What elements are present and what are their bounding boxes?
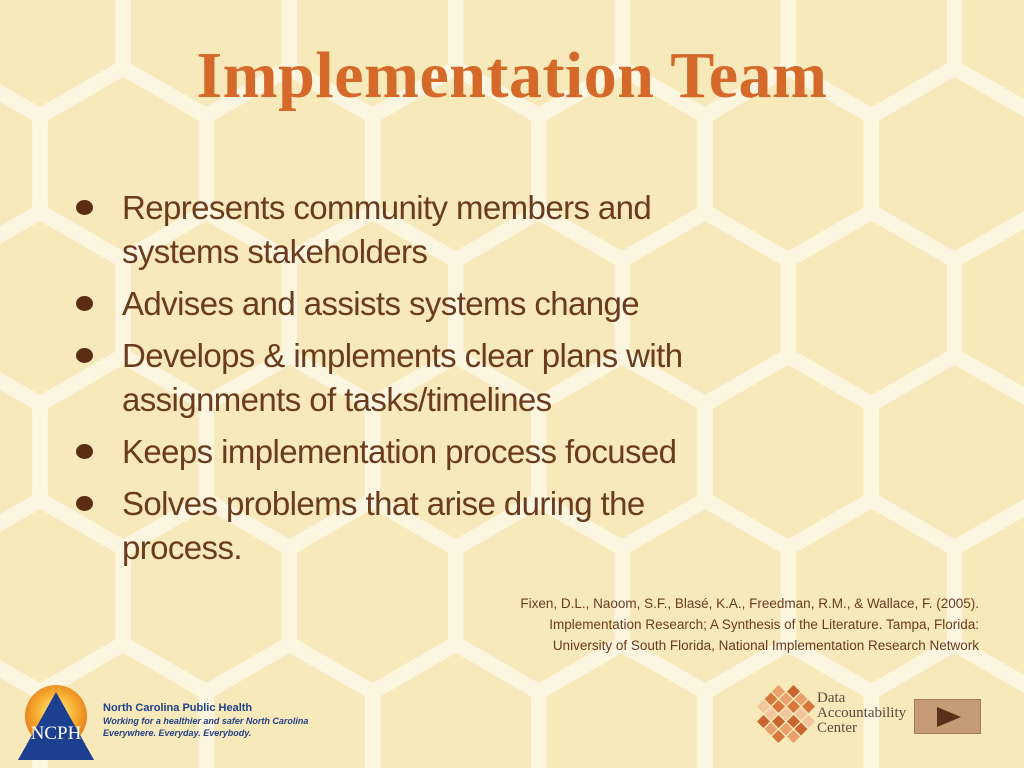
dac-line: Accountability (817, 705, 907, 721)
bullet-icon (76, 348, 93, 363)
bullet-line: Advises and assists systems change (122, 285, 640, 322)
bullet-icon (76, 496, 93, 511)
background-hexagon (796, 221, 947, 395)
play-arrow-icon (937, 707, 961, 727)
bullet-line: Develops & implements clear plans with (122, 337, 683, 374)
next-slide-button[interactable] (914, 699, 981, 734)
bullet-line: Solves problems that arise during the (122, 485, 645, 522)
dac-line: Data (817, 690, 846, 706)
bullet-item (72, 430, 732, 474)
bullet-item (72, 334, 732, 422)
citation-line: Fixen, D.L., Naoom, S.F., Blasé, K.A., Freedman, R.M., & Wallace, F. (2005). (520, 596, 979, 611)
dac-line: Center (817, 720, 857, 736)
bullet-item (72, 282, 732, 326)
background-hexagon (879, 365, 1024, 539)
background-hexagon (713, 365, 864, 539)
bullet-line: Keeps implementation process focused (122, 433, 677, 470)
ncph-motto: Everywhere. Everyday. Everybody. (103, 728, 252, 738)
ncph-logo-text: NCPH (30, 723, 82, 744)
dac-name (817, 691, 906, 736)
bullet-list (72, 186, 732, 578)
bullet-line: systems stakeholders (122, 233, 428, 270)
ncph-branding (103, 702, 308, 739)
ncph-logo-icon (14, 682, 98, 764)
dac-logo-icon (756, 683, 816, 745)
bullet-line: Represents community members and (122, 189, 652, 226)
bullet-item (72, 186, 732, 274)
bullet-icon (76, 296, 93, 311)
citation-line: Implementation Research; A Synthesis of the Literature. Tampa, Florida: (549, 617, 979, 632)
bullet-icon (76, 200, 93, 215)
ncph-name: North Carolina Public Health (103, 702, 253, 714)
slide-title: Implementation Team (196, 39, 828, 112)
citation-line: University of South Florida, National Implementation Research Network (552, 638, 979, 653)
citation (419, 593, 979, 656)
bullet-line: process. (122, 529, 242, 566)
bullet-item (72, 482, 732, 570)
background-hexagon (547, 653, 698, 768)
background-hexagon (962, 221, 1024, 395)
ncph-tagline: Working for a healthier and safer North Carolina (103, 716, 309, 726)
bullet-icon (76, 444, 93, 459)
bullet-line: assignments of tasks/timelines (122, 381, 552, 418)
background-hexagon (380, 653, 531, 768)
background-hexagon (0, 365, 32, 539)
